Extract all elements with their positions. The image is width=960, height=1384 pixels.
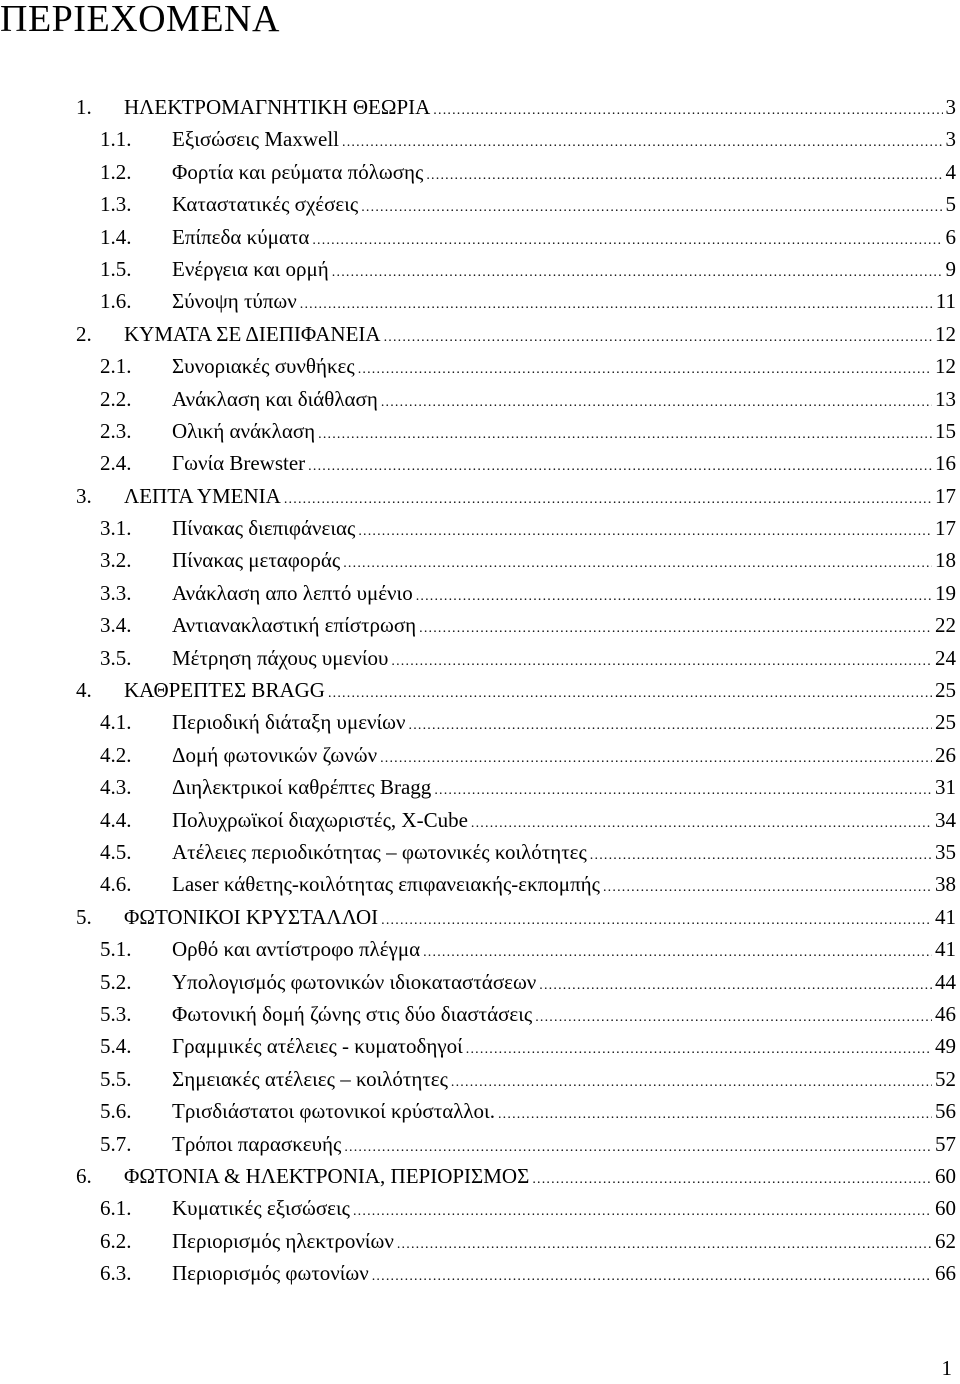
toc-entry — [76, 937, 956, 969]
toc-entry-title: Ενέργεια και ορμή — [172, 256, 329, 281]
toc-entry-title: Πολυχρωϊκοί διαχωριστές, X-Cube — [172, 807, 468, 832]
toc-entry — [76, 808, 956, 840]
toc-entry-page: 24 — [935, 645, 956, 670]
toc-entry — [76, 387, 956, 419]
toc-entry-number: 5.2. — [100, 969, 132, 994]
toc-entry-number: 3.2. — [100, 548, 132, 573]
toc-entry-page: 66 — [935, 1261, 956, 1286]
toc-entry — [76, 905, 956, 937]
toc-entry — [76, 257, 956, 289]
toc-entry-page: 35 — [935, 839, 956, 864]
toc-entry-title: Γωνία Brewster — [172, 451, 306, 476]
toc-entry-page: 11 — [935, 289, 956, 314]
toc-dot-leader — [328, 686, 932, 702]
toc-entry-title: Διηλεκτρικοί καθρέπτες Bragg — [172, 775, 432, 800]
toc-entry — [76, 95, 956, 127]
toc-dot-leader — [318, 427, 932, 443]
toc-entry — [76, 970, 956, 1002]
toc-entry-title: Πίνακας μεταφοράς — [172, 548, 341, 573]
toc-dot-leader — [342, 135, 943, 151]
toc-entry-title: Μέτρηση πάχους υμενίου — [172, 645, 389, 670]
toc-entry — [76, 160, 956, 192]
toc-entry-number: 5.7. — [100, 1131, 132, 1156]
toc-entry-number: 6.2. — [100, 1228, 132, 1253]
toc-dot-leader — [532, 1172, 932, 1188]
toc-dot-leader — [332, 265, 943, 281]
toc-entry-page: 34 — [935, 807, 956, 832]
toc-entry-number: 4.6. — [100, 872, 132, 897]
toc-entry-title: Φωτονική δομή ζώνης στις δύο διαστάσεις — [172, 1001, 533, 1026]
toc-entry-number: 5.6. — [100, 1099, 132, 1124]
toc-dot-leader — [372, 1269, 932, 1285]
toc-entry — [76, 872, 956, 904]
page-number: 1 — [941, 1356, 952, 1380]
toc-entry-page: 60 — [935, 1196, 956, 1221]
toc-entry-page: 5 — [945, 192, 956, 217]
toc-entry — [76, 225, 956, 257]
toc-dot-leader — [381, 913, 932, 929]
toc-entry — [76, 322, 956, 354]
toc-dot-leader — [397, 1237, 932, 1253]
toc-entry-number: 4.3. — [100, 775, 132, 800]
toc-entry-title: Ανάκλαση και διάθλαση — [172, 386, 378, 411]
toc-entry — [76, 289, 956, 321]
toc-entry-page: 15 — [935, 418, 956, 443]
toc-dot-leader — [409, 718, 933, 734]
toc-dot-leader — [358, 524, 932, 540]
toc-entry-number: 6.3. — [100, 1261, 132, 1286]
toc-entry-number: 6. — [76, 1163, 92, 1188]
toc-dot-leader — [312, 233, 942, 249]
toc-entry — [76, 127, 956, 159]
toc-entry-number: 4.2. — [100, 742, 132, 767]
toc-entry-title: Πίνακας διεπιφάνειας — [172, 516, 356, 541]
toc-entry-page: 17 — [935, 483, 956, 508]
toc-entry-page: 4 — [945, 159, 956, 184]
toc-dot-leader — [498, 1107, 932, 1123]
toc-dot-leader — [416, 589, 932, 605]
toc-entry-number: 1. — [76, 95, 92, 119]
toc-dot-leader — [353, 1204, 932, 1220]
toc-dot-leader — [466, 1042, 932, 1058]
toc-entry-title: Γραμμικές ατέλειες - κυματοδηγοί — [172, 1034, 463, 1059]
toc-entry-title: Τρόποι παρασκευής — [172, 1131, 342, 1156]
toc-dot-leader — [603, 880, 932, 896]
toc-entry — [76, 613, 956, 645]
toc-entry-page: 57 — [935, 1131, 956, 1156]
toc-entry-title: Κυματικές εξισώσεις — [172, 1196, 350, 1221]
toc-entry-number: 2.1. — [100, 354, 132, 379]
toc-entry-number: 4.4. — [100, 807, 132, 832]
toc-entry-page: 16 — [935, 451, 956, 476]
toc-entry — [76, 743, 956, 775]
toc-entry-page: 6 — [945, 224, 956, 249]
toc-entry — [76, 646, 956, 678]
toc-entry-number: 3.1. — [100, 516, 132, 541]
toc-entry-page: 25 — [935, 710, 956, 735]
toc-dot-leader — [358, 362, 932, 378]
toc-entry-page: 18 — [935, 548, 956, 573]
toc-entry — [76, 678, 956, 710]
toc-entry — [76, 1196, 956, 1228]
toc-entry — [76, 419, 956, 451]
toc-dot-leader — [391, 654, 932, 670]
toc-dot-leader — [426, 168, 942, 184]
toc-entry-number: 3. — [76, 483, 92, 508]
toc-entry-title: Συνοριακές συνθήκες — [172, 354, 355, 379]
toc-entry-number: 1.1. — [100, 127, 132, 152]
toc-dot-leader — [423, 945, 932, 961]
toc-entry-number: 4.5. — [100, 839, 132, 864]
toc-entry — [76, 1229, 956, 1261]
toc-dot-leader — [343, 556, 932, 572]
toc-entry — [76, 581, 956, 613]
toc-entry-title: Αντιανακλαστική επίστρωση — [172, 613, 417, 638]
toc-entry-page: 62 — [935, 1228, 956, 1253]
toc-entry-page: 38 — [935, 872, 956, 897]
toc-entry-title: Δομή φωτονικών ζωνών — [172, 742, 378, 767]
toc-entry — [76, 548, 956, 580]
toc-entry-title: ΦΩΤΟΝΙΚΟΙ ΚΡΥΣΤΑΛΛΟΙ — [124, 904, 379, 929]
toc-entry — [76, 840, 956, 872]
toc-dot-leader — [433, 103, 942, 119]
toc-dot-leader — [361, 200, 942, 216]
toc-entry-page: 26 — [935, 742, 956, 767]
toc-entry-title: ΛΕΠΤΑ ΥΜΕΝΙΑ — [124, 483, 281, 508]
toc-entry-page: 41 — [935, 904, 956, 929]
toc-entry — [76, 354, 956, 386]
toc-entry-page: 41 — [935, 937, 956, 962]
toc-entry-page: 25 — [935, 678, 956, 703]
toc-dot-leader — [308, 459, 932, 475]
toc-entry-page: 17 — [935, 516, 956, 541]
toc-entry-title: ΦΩΤΟΝΙΑ & ΗΛΕΚΤΡΟΝΙΑ, ΠΕΡΙΟΡΙΣΜΟΣ — [124, 1163, 530, 1188]
toc-entry-page: 31 — [935, 775, 956, 800]
toc-entry — [76, 775, 956, 807]
toc-entry-number: 5.4. — [100, 1034, 132, 1059]
toc-entry — [76, 1067, 956, 1099]
toc-entry-number: 1.6. — [100, 289, 132, 314]
toc-entry — [76, 451, 956, 483]
toc-entry-number: 1.2. — [100, 159, 132, 184]
toc-entry — [76, 1002, 956, 1034]
toc-entry-page: 9 — [945, 256, 956, 281]
toc-entry-title: Ολική ανάκλαση — [172, 418, 316, 443]
toc-entry-title: Περιορισμός φωτονίων — [172, 1261, 369, 1286]
toc-entry-title: ΚΑΘΡΕΠΤΕΣ BRAGG — [124, 678, 325, 703]
toc-entry — [76, 1261, 956, 1293]
toc-entry — [76, 1034, 956, 1066]
toc-entry-title: Σύνοψη τύπων — [172, 289, 297, 314]
toc-entry-page: 52 — [935, 1066, 956, 1091]
toc-dot-leader — [434, 783, 932, 799]
toc-entry-page: 60 — [935, 1163, 956, 1188]
toc-entry-number: 1.5. — [100, 256, 132, 281]
toc-entry-number: 5.3. — [100, 1001, 132, 1026]
toc-entry-number: 1.4. — [100, 224, 132, 249]
toc-entry — [76, 710, 956, 742]
toc-dot-leader — [381, 395, 932, 411]
toc-entry-title: Σημειακές ατέλειες – κοιλότητες — [172, 1066, 448, 1091]
toc-dot-leader — [419, 621, 932, 637]
toc-dot-leader — [300, 297, 933, 313]
toc-entry-title: Ανάκλαση απο λεπτό υμένιο — [172, 580, 413, 605]
toc-entry — [76, 1164, 956, 1196]
toc-dot-leader — [344, 1140, 932, 1156]
toc-dot-leader — [590, 848, 932, 864]
toc-dot-leader — [380, 751, 932, 767]
toc-entry — [76, 1099, 956, 1131]
toc-entry-page: 22 — [935, 613, 956, 638]
toc-entry-title: Καταστατικές σχέσεις — [172, 192, 359, 217]
toc-dot-leader — [284, 492, 932, 508]
toc-entry-title: Επίπεδα κύματα — [172, 224, 310, 249]
toc-entry-number: 2. — [76, 321, 92, 346]
toc-entry-number: 5. — [76, 904, 92, 929]
toc-entry-title: Εξισώσεις Maxwell — [172, 127, 339, 152]
toc-entry — [76, 516, 956, 548]
toc-entry-number: 4.1. — [100, 710, 132, 735]
toc-entry-number: 3.5. — [100, 645, 132, 670]
toc-entry-page: 12 — [935, 354, 956, 379]
toc-entry-title: Ατέλειες περιοδικότητας – φωτονικές κοιλότητες — [172, 839, 587, 864]
toc-entry-title: ΚΥΜΑΤΑ ΣΕ ΔΙΕΠΙΦΑΝΕΙΑ — [124, 321, 381, 346]
toc-entry-number: 2.3. — [100, 418, 132, 443]
toc-dot-leader — [451, 1075, 932, 1091]
toc-entry-page: 13 — [935, 386, 956, 411]
toc-entry-title: Περιοδική διάταξη υμενίων — [172, 710, 406, 735]
toc-entry-title: Ορθό και αντίστροφο πλέγμα — [172, 937, 421, 962]
toc-entry — [76, 484, 956, 516]
toc-entry — [76, 1132, 956, 1164]
toc-entry-number: 4. — [76, 678, 92, 703]
toc-entry-number: 5.5. — [100, 1066, 132, 1091]
toc-entry-page: 46 — [935, 1001, 956, 1026]
toc-entry-page: 49 — [935, 1034, 956, 1059]
toc-entry-page: 44 — [935, 969, 956, 994]
toc-entry-page: 12 — [935, 321, 956, 346]
toc-entry-number: 3.3. — [100, 580, 132, 605]
toc-entry-page: 3 — [945, 95, 956, 119]
toc-entry-title: ΗΛΕΚΤΡΟΜΑΓΝΗΤΙΚΗ ΘΕΩΡΙΑ — [124, 95, 431, 119]
toc-entry-title: Περιορισμός ηλεκτρονίων — [172, 1228, 394, 1253]
toc-entry — [76, 192, 956, 224]
page-title: ΠΕΡΙΕΧΟΜΕΝΑ — [0, 0, 280, 40]
toc-dot-leader — [471, 816, 932, 832]
toc-entry-title: Φορτία και ρεύματα πόλωσης — [172, 159, 424, 184]
toc-dot-leader — [384, 330, 932, 346]
toc-entry-number: 2.2. — [100, 386, 132, 411]
toc-entry-page: 3 — [945, 127, 956, 152]
table-of-contents — [76, 95, 956, 1293]
toc-entry-number: 1.3. — [100, 192, 132, 217]
toc-entry-page: 56 — [935, 1099, 956, 1124]
toc-entry-number: 5.1. — [100, 937, 132, 962]
toc-entry-number: 3.4. — [100, 613, 132, 638]
toc-dot-leader — [539, 978, 932, 994]
toc-dot-leader — [535, 1010, 932, 1026]
toc-entry-number: 6.1. — [100, 1196, 132, 1221]
toc-entry-page: 19 — [935, 580, 956, 605]
toc-entry-title: Τρισδιάστατοι φωτονικοί κρύσταλλοι. — [172, 1099, 495, 1124]
toc-entry-title: Laser κάθετης-κοιλότητας επιφανειακής-εκπομπής — [172, 872, 600, 897]
toc-entry-number: 2.4. — [100, 451, 132, 476]
toc-entry-title: Υπολογισμός φωτονικών ιδιοκαταστάσεων — [172, 969, 537, 994]
